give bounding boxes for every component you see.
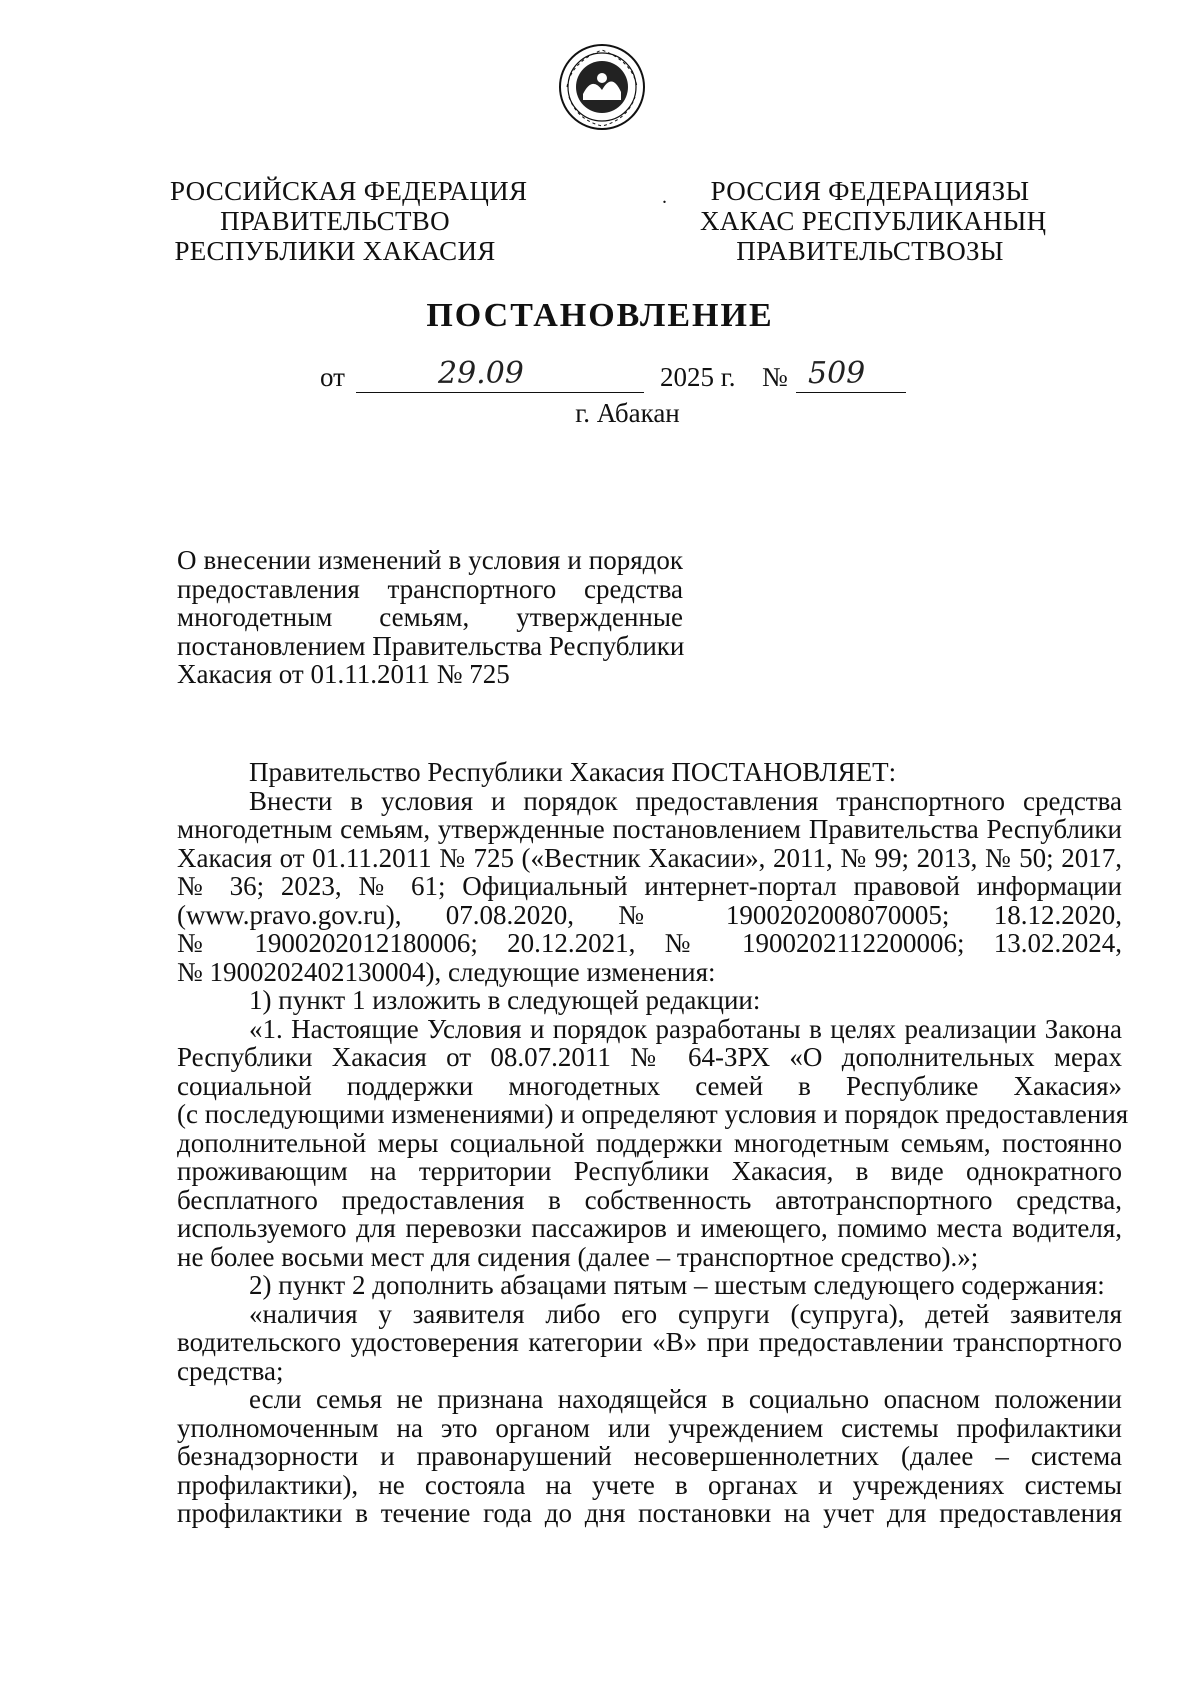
date-underline [356,392,644,393]
body-line: Республики Хакасия от 08.07.2011 № 64-ЗРХ «О дополнительных мерах [177,1042,1122,1072]
date-prefix: от [320,362,345,392]
date-year: 2025 г. [660,362,736,392]
body-line: социальной поддержки многодетных семей в Республике Хакасия» [177,1070,1122,1101]
body-line: если семья не признана находящейся в социально опасном положении [249,1384,1122,1414]
body-line: профилактики), не состояла на учете в органах и учреждениях системы [177,1469,1122,1500]
subject-line: постановлением Правительства Республики [177,630,685,661]
header-dot: . [662,186,667,208]
document-title: ПОСТАНОВЛЕНИЕ [426,297,774,334]
subject-line: многодетным семьям, утвержденные [177,602,683,632]
body-line: водительского удостоверения категории «В» при предоставлении транспортного [177,1327,1122,1357]
body-line: № 1900202012180006; 20.12.2021, № 1900202112200006; 13.02.2024, [177,928,1122,958]
body-line: профилактики в течение года до дня постановки на учет для предоставления [177,1498,1122,1528]
body-line: (www.pravo.gov.ru), 07.08.2020, № 1900202008070005; 18.12.2020, [177,899,1122,930]
body-line: 1) пункт 1 изложить в следующей редакции: [249,985,761,1015]
header-left-line: ПРАВИТЕЛЬСТВО [220,206,450,236]
coat-of-arms-emblem [557,42,647,132]
header-left-line: РОССИЙСКАЯ ФЕДЕРАЦИЯ [170,176,528,206]
header-right-line: ХАКАС РЕСПУБЛИКАНЫҢ [700,206,1047,236]
body-line: не более восьми мест для сидения (далее – транспортное средство).»; [177,1241,979,1272]
body-line: (с последующими изменениями) и определяют условия и порядок предоставления [177,1099,1129,1129]
subject-line: Хакасия от 01.11.2011 № 725 [177,659,510,689]
header-left-block [170,176,528,266]
body-line: дополнительной меры социальной поддержки многодетным семьям, постоянно [177,1127,1122,1158]
body-line: Хакасия от 01.11.2011 № 725 («Вестник Хакасии», 2011, № 99; 2013, № 50; 2017, [177,842,1122,873]
body-line: Внести в условия и порядок предоставления транспортного средства [249,785,1122,816]
subject-heading [177,546,683,689]
body-line: бесплатного предоставления в собственность автотранспортного средства, [177,1184,1122,1215]
header-right-line: ПРАВИТЕЛЬСТВОЗЫ [736,236,1004,266]
number-label: № [762,362,788,392]
body-line: № 1900202402130004), следующие изменения: [177,956,716,987]
body-line: Правительство Республики Хакасия ПОСТАНОВЛЯЕТ: [249,757,897,787]
body-line: 2) пункт 2 дополнить абзацами пятым – шестым следующего содержания: [249,1270,1105,1300]
header-right-block [700,176,1047,266]
header-right-line: РОССИЯ ФЕДЕРАЦИЯЗЫ [710,176,1030,206]
body-line: «наличия у заявителя либо его супруги (супруга), детей заявителя [249,1298,1122,1329]
body-line: средства; [177,1355,284,1386]
document-body [177,757,1129,1528]
city-name: г. Абакан [575,398,680,428]
body-line: многодетным семьям, утвержденные постановлением Правительства Республики [177,814,1122,844]
header-left-line: РЕСПУБЛИКИ ХАКАСИЯ [174,236,496,266]
handwritten-date: 29.09 [438,356,524,391]
body-line: используемого для перевозки пассажиров и имеющего, помимо места водителя, [177,1213,1122,1243]
body-line: № 36; 2023, № 61; Официальный интернет-портал правовой информации [177,871,1122,901]
subject-line: предоставления транспортного средства [177,573,683,604]
body-line: уполномоченным на это органом или учреждением системы профилактики [177,1412,1122,1443]
body-line: безнадзорности и правонарушений несовершеннолетних (далее – система [177,1441,1122,1471]
handwritten-number: 509 [808,356,866,391]
number-underline [796,392,906,393]
body-line: «1. Настоящие Условия и порядок разработаны в целях реализации Закона [249,1013,1122,1044]
body-line: проживающим на территории Республики Хакасия, в виде однократного [177,1156,1122,1186]
subject-line: О внесении изменений в условия и порядок [177,545,683,575]
